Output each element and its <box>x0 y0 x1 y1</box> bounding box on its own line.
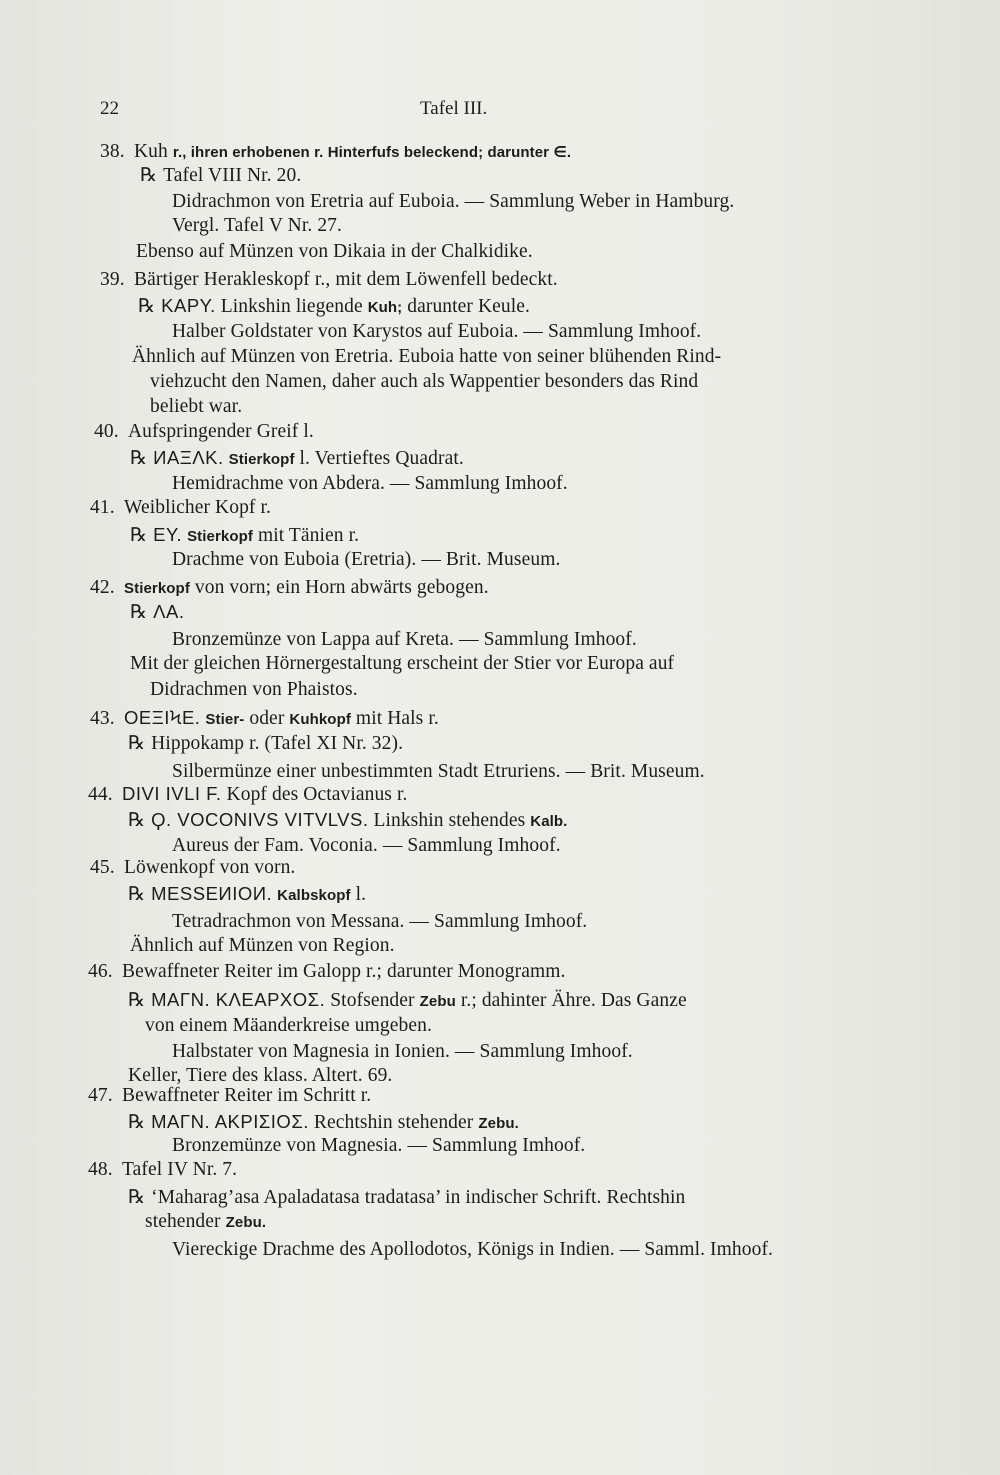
entry-number: 47. <box>88 1085 113 1106</box>
entry-line <box>130 934 395 958</box>
bold-term: Zebu. <box>478 1115 519 1132</box>
entry-first-line <box>100 140 571 165</box>
bold-term: r., ihren erhobenen r. Hinterfufs beleckend; darunter ∈. <box>172 144 572 161</box>
bold-term: Zebu. <box>225 1214 267 1231</box>
entry-text: Bronzemünze von Lappa auf Kreta. — Sammlung Imhoof. <box>172 629 637 650</box>
bold-term: Kuhkopf <box>289 711 351 728</box>
entry-number: 39. <box>100 269 125 290</box>
entry-line <box>172 1238 773 1262</box>
entry-text: Bewaffneter Reiter im Galopp r.; darunter Monogramm. <box>122 961 566 982</box>
entry-number: 40. <box>94 421 119 442</box>
entry-line <box>132 345 721 369</box>
entry-line <box>172 214 342 238</box>
entry-text: Aureus der Fam. Voconia. — Sammlung Imhoof. <box>172 835 561 856</box>
entry-text: Bärtiger Herakleskopf r., mit dem Löwenfell bedeckt. <box>134 269 558 290</box>
entry-text: l. <box>355 884 367 905</box>
entry-text: Vergl. Tafel V Nr. 27. <box>172 215 343 236</box>
entry-line <box>140 164 301 188</box>
entry-line <box>172 910 587 934</box>
entry-text: Linkshin stehendes <box>373 810 526 831</box>
bold-term: Stierkopf <box>228 451 295 468</box>
entry-text: Didrachmen von Phaistos. <box>150 679 358 700</box>
entry-text: Silbermünze einer unbestimmten Stadt Etruriens. — Brit. Museum. <box>172 761 705 782</box>
entry-text: oder <box>249 708 285 729</box>
coin-legend: ΛA. <box>153 601 185 622</box>
entry-line <box>172 628 637 652</box>
entry-line <box>172 760 705 784</box>
entry-first-line <box>90 496 271 520</box>
entry-text: Weiblicher Kopf r. <box>124 497 271 518</box>
entry-text: Hemidrachme von Abdera. — Sammlung Imhoof. <box>172 473 568 494</box>
entry-line <box>128 988 687 1014</box>
entry-text: Didrachmon von Eretria auf Euboia. — Sammlung Weber in Hamburg. <box>172 191 735 212</box>
entry-line <box>128 1110 519 1136</box>
entry-text: darunter Keule. <box>407 296 531 317</box>
entry-line <box>150 370 698 394</box>
reverse-symbol: ℞ <box>130 448 148 469</box>
entry-line <box>130 523 359 549</box>
entry-text: Ebenso auf Münzen von Dikaia in der Chalkidike. <box>136 241 533 262</box>
entry-line <box>172 548 560 572</box>
coin-legend: MAΓN. KΛEAPXOΣ. <box>151 989 326 1010</box>
entry-line <box>128 1186 685 1210</box>
entry-number: 44. <box>88 784 113 805</box>
entry-number: 38. <box>100 141 125 162</box>
entry-text: stehender <box>145 1211 221 1232</box>
entry-number: 43. <box>90 708 115 729</box>
entry-text: Kuh <box>134 141 168 162</box>
entry-line <box>138 294 530 320</box>
entry-text: viehzucht den Namen, daher auch als Wappentier besonders das Rind <box>150 371 699 392</box>
entry-number: 45. <box>90 857 115 878</box>
entry-text: beliebt war. <box>150 396 243 417</box>
entry-line <box>130 446 464 472</box>
entry-line <box>172 320 701 344</box>
entry-text: Bronzemünze von Magnesia. — Sammlung Imhoof. <box>172 1135 586 1156</box>
coin-legend: MESSEИIOИ. <box>151 883 273 904</box>
entry-first-line <box>100 268 558 292</box>
entry-text: Kopf des Octavianus r. <box>226 784 408 805</box>
entry-text: von vorn; ein Horn abwärts gebogen. <box>194 577 489 598</box>
reverse-symbol: ℞ <box>128 733 146 754</box>
bold-term: Stierkopf <box>124 580 190 597</box>
coin-legend: Ϙ. VOCONIVS VITVLVS. <box>151 809 369 830</box>
entry-text: Rechtshin stehender <box>313 1112 474 1133</box>
entry-text: Ähnlich auf Münzen von Eretria. Euboia hatte von seiner blühenden Rind- <box>132 346 722 367</box>
reverse-symbol: ℞ <box>130 602 148 623</box>
entry-number: 46. <box>88 961 113 982</box>
reverse-symbol: ℞ <box>128 1112 146 1133</box>
entry-first-line <box>90 706 439 732</box>
entry-text: Mit der gleichen Hörnergestaltung erscheint der Stier vor Europa auf <box>130 653 675 674</box>
coin-legend: OEΞΙϞE. <box>124 707 201 728</box>
entry-first-line <box>94 420 314 444</box>
entry-text: Halbstater von Magnesia in Ionien. — Sammlung Imhoof. <box>172 1041 633 1062</box>
entry-line <box>145 1014 432 1038</box>
reverse-symbol: ℞ <box>138 296 156 317</box>
entry-first-line <box>90 856 295 880</box>
entry-first-line <box>88 1158 237 1182</box>
entry-text: Stofsender <box>330 990 415 1011</box>
reverse-symbol: ℞ <box>128 1187 146 1208</box>
reverse-symbol: ℞ <box>128 884 146 905</box>
entry-first-line <box>88 960 565 984</box>
entry-line <box>172 834 561 858</box>
entry-line <box>172 190 734 214</box>
bold-term: Zebu <box>419 993 456 1010</box>
reverse-symbol: ℞ <box>128 810 146 831</box>
reverse-symbol: ℞ <box>130 525 148 546</box>
entry-line <box>172 1040 633 1064</box>
entry-line <box>128 882 366 908</box>
entry-text: Löwenkopf von vorn. <box>124 857 296 878</box>
bold-term: Kuh; <box>367 299 403 316</box>
page-number: 22 <box>100 98 119 119</box>
entry-text: Tafel IV Nr. 7. <box>122 1159 238 1180</box>
entry-line <box>130 652 674 676</box>
entry-line <box>172 1134 585 1158</box>
entry-text: Viereckige Drachme des Apollodotos, Königs in Indien. — Samml. Imhoof. <box>172 1239 774 1260</box>
page-title: Tafel III. <box>420 98 488 119</box>
entry-text: Tafel VIII Nr. 20. <box>163 165 302 186</box>
entry-text: Halber Goldstater von Karystos auf Euboia. — Sammlung Imhoof. <box>172 321 702 342</box>
reverse-symbol: ℞ <box>128 990 146 1011</box>
entry-line <box>150 678 358 702</box>
reverse-symbol: ℞ <box>140 165 158 186</box>
entry-text: Linkshin liegende <box>220 296 363 317</box>
entry-text: Aufspringender Greif l. <box>128 421 314 442</box>
entry-number: 41. <box>90 497 115 518</box>
entry-line <box>136 240 533 264</box>
entry-line <box>150 395 242 419</box>
coin-legend: KAPY. <box>161 295 216 316</box>
entry-text: Tetradrachmon von Messana. — Sammlung Imhoof. <box>172 911 588 932</box>
entry-text: mit Hals r. <box>355 708 439 729</box>
entry-line <box>128 732 403 756</box>
entry-text: l. Vertieftes Quadrat. <box>299 448 464 469</box>
entry-text: mit Tänien r. <box>257 525 360 546</box>
entry-text: von einem Mäanderkreise umgeben. <box>145 1015 432 1036</box>
bold-term: Stier- <box>205 711 245 728</box>
bold-term: Stierkopf <box>187 528 253 545</box>
entry-first-line <box>88 782 407 807</box>
bold-term: Kalbskopf <box>277 887 351 904</box>
bold-term: Kalb. <box>530 813 568 830</box>
coin-legend: ИΑΞΛΚ. <box>153 447 224 468</box>
entry-line <box>172 472 568 496</box>
entry-first-line <box>88 1084 371 1108</box>
entry-number: 42. <box>90 577 115 598</box>
entry-text: r.; dahinter Ähre. Das Ganze <box>460 990 687 1011</box>
entry-number: 48. <box>88 1159 113 1180</box>
entry-text: Bewaffneter Reiter im Schritt r. <box>122 1085 372 1106</box>
entry-text: Ähnlich auf Münzen von Region. <box>130 935 395 956</box>
entry-line <box>130 600 184 625</box>
entry-text: Drachme von Euboia (Eretria). — Brit. Museum. <box>172 549 561 570</box>
entry-text: Keller, Tiere des klass. Altert. 69. <box>128 1065 393 1086</box>
coin-legend: EY. <box>153 524 183 545</box>
coin-legend: DIVI IVLI F. <box>122 783 222 804</box>
entry-first-line <box>90 576 489 601</box>
entry-text: ‘Maharag’asa Apaladatasa tradatasa’ in indischer Schrift. Rechtshin <box>151 1187 686 1208</box>
coin-legend: MAΓN. AKPIΣIOΣ. <box>151 1111 309 1132</box>
entry-line <box>145 1210 266 1235</box>
entry-line <box>128 808 567 834</box>
entry-text: Hippokamp r. (Tafel XI Nr. 32). <box>151 733 404 754</box>
